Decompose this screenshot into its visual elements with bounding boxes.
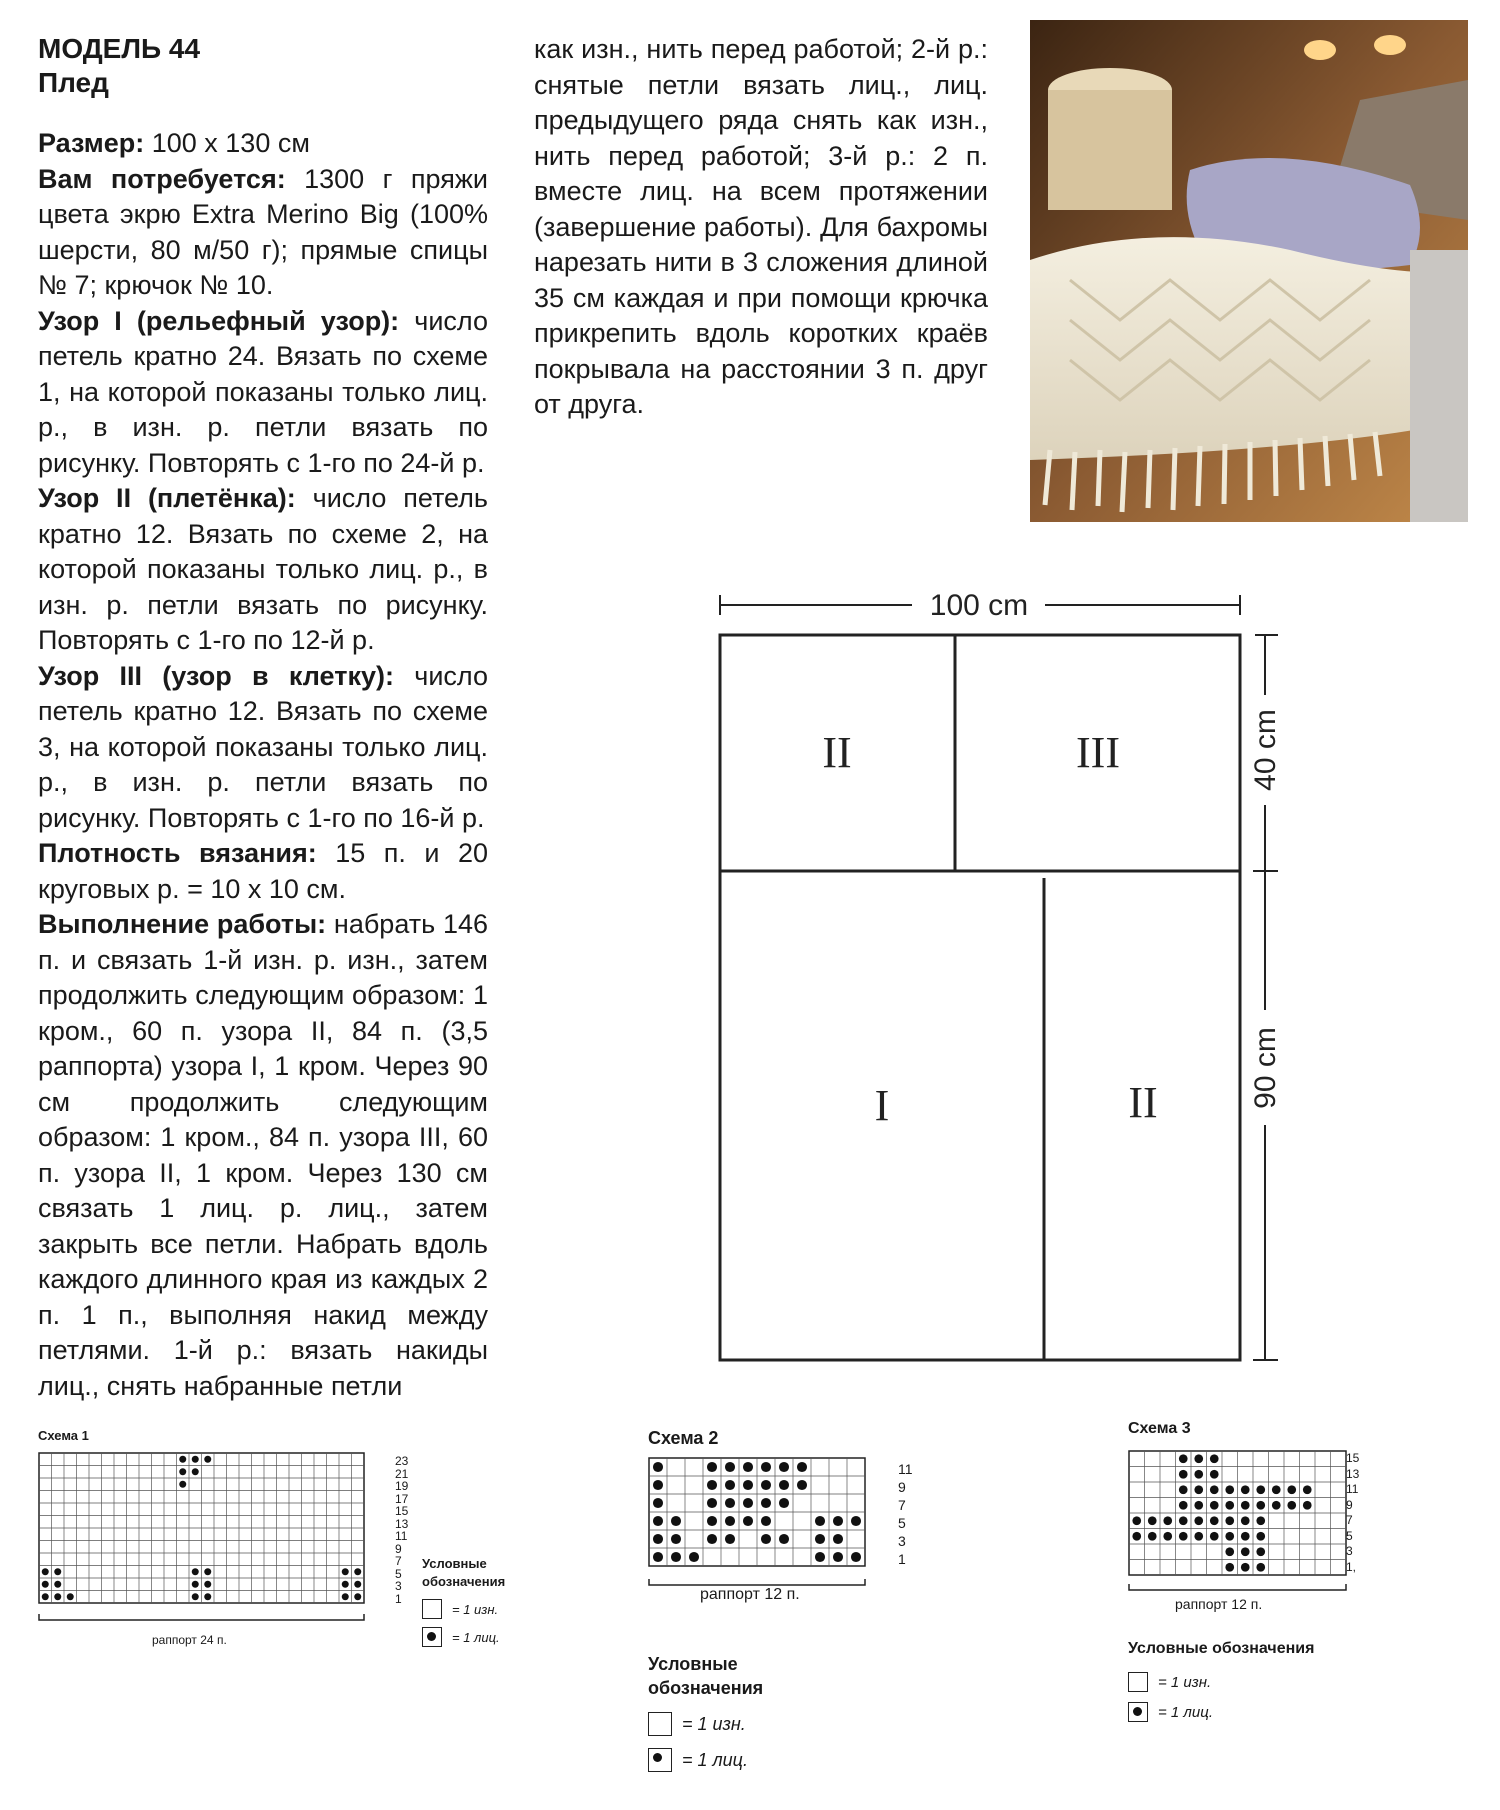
knit-stitch-dot: [743, 1498, 753, 1508]
schema-2-title: Схема 2: [648, 1428, 719, 1448]
schema-2-rapport: раппорт 12 п.: [700, 1586, 800, 1603]
zone-bottom-right-label: II: [1128, 1078, 1158, 1127]
knit-stitch-dot: [204, 1568, 211, 1575]
knit-stitch-dot: [653, 1552, 663, 1562]
knit-stitch-dot: [1287, 1485, 1296, 1494]
knit-stitch-dot: [354, 1568, 361, 1575]
knit-stitch-dot: [204, 1456, 211, 1463]
schema-3-title: Схема 3: [1128, 1420, 1191, 1437]
knit-symbol: [648, 1748, 672, 1772]
paragraph-materials: Вам потребуется: 1300 г пряжи цвета экрю Extra Merino Big (100% шерсти, 80 м/50 г); прямые спицы № 7; крючок № 10.: [38, 163, 489, 300]
knit-stitch-dot: [1225, 1516, 1234, 1525]
knit-stitch-dot: [671, 1552, 681, 1562]
blanket-plan-diagram: [700, 585, 1300, 1365]
row-number: 9: [395, 1541, 402, 1556]
knit-stitch-dot: [67, 1593, 74, 1600]
knit-stitch-dot: [833, 1534, 843, 1544]
row-number: 15: [395, 1504, 409, 1518]
knit-stitch-dot: [725, 1462, 735, 1472]
knit-stitch-dot: [833, 1552, 843, 1562]
knit-stitch-dot: [815, 1552, 825, 1562]
schema-3-row-numbers: [1346, 1452, 1359, 1576]
knit-stitch-dot: [1163, 1516, 1172, 1525]
knit-stitch-dot: [1179, 1501, 1188, 1510]
knit-stitch-dot: [1225, 1485, 1234, 1494]
knit-symbol: [422, 1627, 442, 1647]
knit-stitch-dot: [1194, 1485, 1203, 1494]
zone-top-right-label: III: [1076, 728, 1120, 777]
purl-symbol: [648, 1712, 672, 1736]
row-number: 7: [395, 1554, 402, 1568]
row-number: 11: [1346, 1482, 1359, 1496]
row-number: 3: [1346, 1544, 1353, 1558]
knit-stitch-dot: [725, 1534, 735, 1544]
knit-stitch-dot: [1241, 1485, 1250, 1494]
row-number: 23: [395, 1454, 409, 1468]
row-number: 1: [898, 1551, 906, 1567]
schema-2-legend: Условные обозначения = 1 изн. = 1 лиц.: [648, 1652, 763, 1772]
schema-1-title: Схема 1: [38, 1428, 89, 1443]
row-number: 5: [395, 1566, 402, 1581]
knit-stitch-dot: [707, 1516, 717, 1526]
knit-stitch-dot: [1303, 1501, 1312, 1510]
zone-bottom-left-label: I: [874, 1081, 890, 1130]
knit-stitch-dot: [342, 1581, 349, 1588]
knit-stitch-dot: [1241, 1563, 1250, 1572]
knit-stitch-dot: [797, 1480, 807, 1490]
knit-stitch-dot: [1194, 1532, 1203, 1541]
row-number: 9: [1346, 1497, 1353, 1512]
knit-stitch-dot: [851, 1552, 861, 1562]
row-number: 13: [1346, 1466, 1360, 1481]
text-column-2: [534, 32, 988, 423]
knit-stitch-dot: [779, 1480, 789, 1490]
schema-3-grid: [1128, 1450, 1358, 1610]
knit-stitch-dot: [833, 1516, 843, 1526]
knit-stitch-dot: [1256, 1532, 1265, 1541]
knit-stitch-dot: [1132, 1516, 1141, 1525]
schema-3-rapport: раппорт 12 п.: [1175, 1596, 1263, 1612]
text-column-1: [38, 32, 488, 1404]
knit-stitch-dot: [1179, 1454, 1188, 1463]
knit-stitch-dot: [797, 1462, 807, 1472]
knit-stitch-dot: [1241, 1516, 1250, 1525]
knit-stitch-dot: [342, 1593, 349, 1600]
purl-symbol: [1128, 1672, 1148, 1692]
paragraph-pattern-3: Узор III (узор в клетку): число петель кратно 12. Вязать по схеме 3, на которой показаны только лиц. р., в изн. р. петли вязать по рисунку. Повторять с 1-го по 16-й р.: [38, 660, 488, 833]
knit-stitch-dot: [1256, 1516, 1265, 1525]
knit-stitch-dot: [42, 1568, 49, 1575]
knit-stitch-dot: [54, 1581, 61, 1588]
knit-stitch-dot: [1225, 1501, 1234, 1510]
knit-stitch-dot: [354, 1581, 361, 1588]
plan-outline: [720, 635, 1240, 1360]
knit-stitch-dot: [1194, 1516, 1203, 1525]
knit-stitch-dot: [1210, 1485, 1219, 1494]
knit-symbol: [1128, 1702, 1148, 1722]
knit-stitch-dot: [761, 1462, 771, 1472]
knit-stitch-dot: [1210, 1454, 1219, 1463]
paragraph-pattern-2: Узор II (плетёнка): число петель кратно 12. Вязать по схеме 2, на которой показаны только лиц. р., в изн. р. петли вязать по рисунку. Повторять с 1-го по 12-й р.: [38, 483, 488, 655]
row-number: 7: [898, 1497, 906, 1513]
knit-stitch-dot: [1210, 1501, 1219, 1510]
knit-stitch-dot: [761, 1534, 771, 1544]
schema-2-row-numbers: [898, 1462, 913, 1570]
row-number: 7: [1346, 1513, 1353, 1527]
paragraph-size: Размер: 100 x 130 см: [38, 128, 310, 158]
knit-stitch-dot: [1272, 1485, 1281, 1494]
row-number: 17: [395, 1491, 409, 1506]
knit-stitch-dot: [671, 1516, 681, 1526]
knit-stitch-dot: [1179, 1485, 1188, 1494]
knit-stitch-dot: [743, 1516, 753, 1526]
knit-stitch-dot: [1287, 1501, 1296, 1510]
knit-stitch-dot: [779, 1534, 789, 1544]
knit-stitch-dot: [707, 1462, 717, 1472]
knit-stitch-dot: [54, 1593, 61, 1600]
knit-stitch-dot: [1241, 1532, 1250, 1541]
knit-stitch-dot: [192, 1468, 199, 1475]
rapport-bracket: [649, 1579, 865, 1585]
schema-1-row-numbers: [395, 1455, 425, 1605]
knit-stitch-dot: [1179, 1532, 1188, 1541]
knit-stitch-dot: [42, 1581, 49, 1588]
knit-stitch-dot: [725, 1516, 735, 1526]
row-number: 19: [395, 1479, 409, 1493]
knit-stitch-dot: [204, 1593, 211, 1600]
knit-stitch-dot: [815, 1516, 825, 1526]
row-number: 1,: [1346, 1559, 1357, 1574]
paragraph-gauge: Плотность вязания: 15 п. и 20 круговых р. = 10 x 10 см.: [38, 838, 488, 904]
knit-stitch-dot: [1194, 1501, 1203, 1510]
model-title: Плед: [38, 67, 109, 98]
knit-stitch-dot: [653, 1498, 663, 1508]
knit-stitch-dot: [1225, 1547, 1234, 1556]
knit-stitch-dot: [1179, 1516, 1188, 1525]
knit-stitch-dot: [1210, 1516, 1219, 1525]
knit-stitch-dot: [204, 1581, 211, 1588]
knit-stitch-dot: [689, 1552, 699, 1562]
knit-stitch-dot: [653, 1534, 663, 1544]
knit-stitch-dot: [707, 1534, 717, 1544]
knit-stitch-dot: [779, 1462, 789, 1472]
schema-1-grid: [38, 1452, 388, 1642]
knit-stitch-dot: [725, 1498, 735, 1508]
knit-stitch-dot: [354, 1593, 361, 1600]
knit-stitch-dot: [192, 1581, 199, 1588]
row-number: 15: [1346, 1451, 1360, 1465]
knit-stitch-dot: [653, 1462, 663, 1472]
knit-stitch-dot: [851, 1516, 861, 1526]
zone-top-left-label: II: [822, 728, 852, 777]
knit-stitch-dot: [1256, 1547, 1265, 1556]
schema-1-legend: Условные обозначения = 1 изн. = 1 лиц.: [422, 1555, 505, 1647]
row-number: 1: [395, 1591, 402, 1606]
knit-stitch-dot: [1225, 1563, 1234, 1572]
row-number: 9: [898, 1479, 906, 1495]
purl-symbol: [422, 1599, 442, 1619]
schema-2: [648, 1428, 718, 1449]
knit-stitch-dot: [1272, 1501, 1281, 1510]
knit-stitch-dot: [725, 1480, 735, 1490]
knit-stitch-dot: [653, 1516, 663, 1526]
knit-stitch-dot: [707, 1498, 717, 1508]
knit-stitch-dot: [743, 1480, 753, 1490]
height-top-label: 40 cm: [1249, 709, 1282, 791]
row-number: 3: [395, 1579, 402, 1593]
knit-stitch-dot: [342, 1568, 349, 1575]
rapport-bracket: [1129, 1584, 1346, 1590]
knit-stitch-dot: [743, 1462, 753, 1472]
knit-stitch-dot: [1132, 1532, 1141, 1541]
knit-stitch-dot: [779, 1498, 789, 1508]
row-number: 3: [898, 1533, 906, 1549]
knit-stitch-dot: [1179, 1470, 1188, 1479]
knit-stitch-dot: [1256, 1501, 1265, 1510]
knit-stitch-dot: [1148, 1532, 1157, 1541]
paragraph-continuation: как изн., нить перед работой; 2-й р.: снятые петли вязать лиц., лиц. предыдущего ряда снять как изн., нить перед работой; 3-й р.: 2 п. вместе лиц. на всем протяжении (завершение работы). Для бахромы нарезать нити в 3 сложения длиной 35 см каждая и при помощи крючка прикрепить вдоль коротких краёв покрывала на расстоянии 3 п. друг от друга.: [534, 34, 988, 419]
knit-stitch-dot: [1256, 1485, 1265, 1494]
knit-stitch-dot: [54, 1568, 61, 1575]
knit-stitch-dot: [1303, 1485, 1312, 1494]
knit-stitch-dot: [192, 1593, 199, 1600]
knit-stitch-dot: [1194, 1454, 1203, 1463]
knit-stitch-dot: [1148, 1516, 1157, 1525]
schema-1-rapport: раппорт 24 п.: [152, 1633, 227, 1647]
schema-2-grid: [648, 1457, 888, 1597]
knit-stitch-dot: [1241, 1501, 1250, 1510]
knit-stitch-dot: [42, 1593, 49, 1600]
knit-stitch-dot: [761, 1480, 771, 1490]
knit-stitch-dot: [179, 1468, 186, 1475]
knit-stitch-dot: [1194, 1470, 1203, 1479]
knit-stitch-dot: [192, 1456, 199, 1463]
paragraph-pattern-1: Узор I (рельефный узор): число петель кратно 24. Вязать по схеме 1, на которой показаны только лиц. р., в изн. р. петли вязать по рисунку. Повторять с 1-го по 24-й р.: [38, 305, 488, 478]
knit-stitch-dot: [1210, 1532, 1219, 1541]
rapport-bracket: [39, 1614, 364, 1620]
height-bottom-label: 90 cm: [1249, 1027, 1282, 1109]
schema-3-legend: Условные обозначения = 1 изн. = 1 лиц.: [1128, 1640, 1315, 1721]
knit-stitch-dot: [192, 1568, 199, 1575]
knit-stitch-dot: [761, 1498, 771, 1508]
paragraph-instructions: Выполнение работы: набрать 146 п. и связать 1-й изн. р. изн., затем продолжить следующим образом: 1 кром., 60 п. узора II, 84 п. (3,5 раппорта) узора I, 1 кром. Через 90 см продолжить следующим образом: 1 кром., 84 п. узора III, 60 п. узора II, 1 кром. Через 130 см связать 1 лиц. р. лиц., затем закрыть все петли. Набрать вдоль каждого длинного края из каждых 2 п. 1 п., выполняя накид между петлями. 1-й р.: вязать накиды лиц., снять набранные петли: [38, 909, 488, 1401]
width-label: 100 cm: [929, 589, 1029, 622]
knit-stitch-dot: [761, 1516, 771, 1526]
schema-1: [38, 1428, 89, 1443]
knit-stitch-dot: [653, 1480, 663, 1490]
row-number: 13: [395, 1516, 409, 1531]
knit-stitch-dot: [1256, 1563, 1265, 1572]
row-number: 5: [1346, 1528, 1353, 1543]
schema-3: [1128, 1420, 1191, 1438]
knit-stitch-dot: [179, 1456, 186, 1463]
knit-stitch-dot: [1163, 1532, 1172, 1541]
knit-stitch-dot: [1225, 1532, 1234, 1541]
row-number: 21: [395, 1466, 409, 1481]
row-number: 11: [898, 1461, 913, 1477]
blanket-photo: [1030, 20, 1468, 522]
knit-stitch-dot: [1241, 1547, 1250, 1556]
row-number: 5: [898, 1515, 906, 1531]
row-number: 11: [395, 1529, 408, 1543]
knit-stitch-dot: [707, 1480, 717, 1490]
model-number: МОДЕЛЬ 44: [38, 33, 201, 64]
knit-stitch-dot: [671, 1534, 681, 1544]
knit-stitch-dot: [815, 1534, 825, 1544]
knit-stitch-dot: [1210, 1470, 1219, 1479]
knit-stitch-dot: [179, 1481, 186, 1488]
